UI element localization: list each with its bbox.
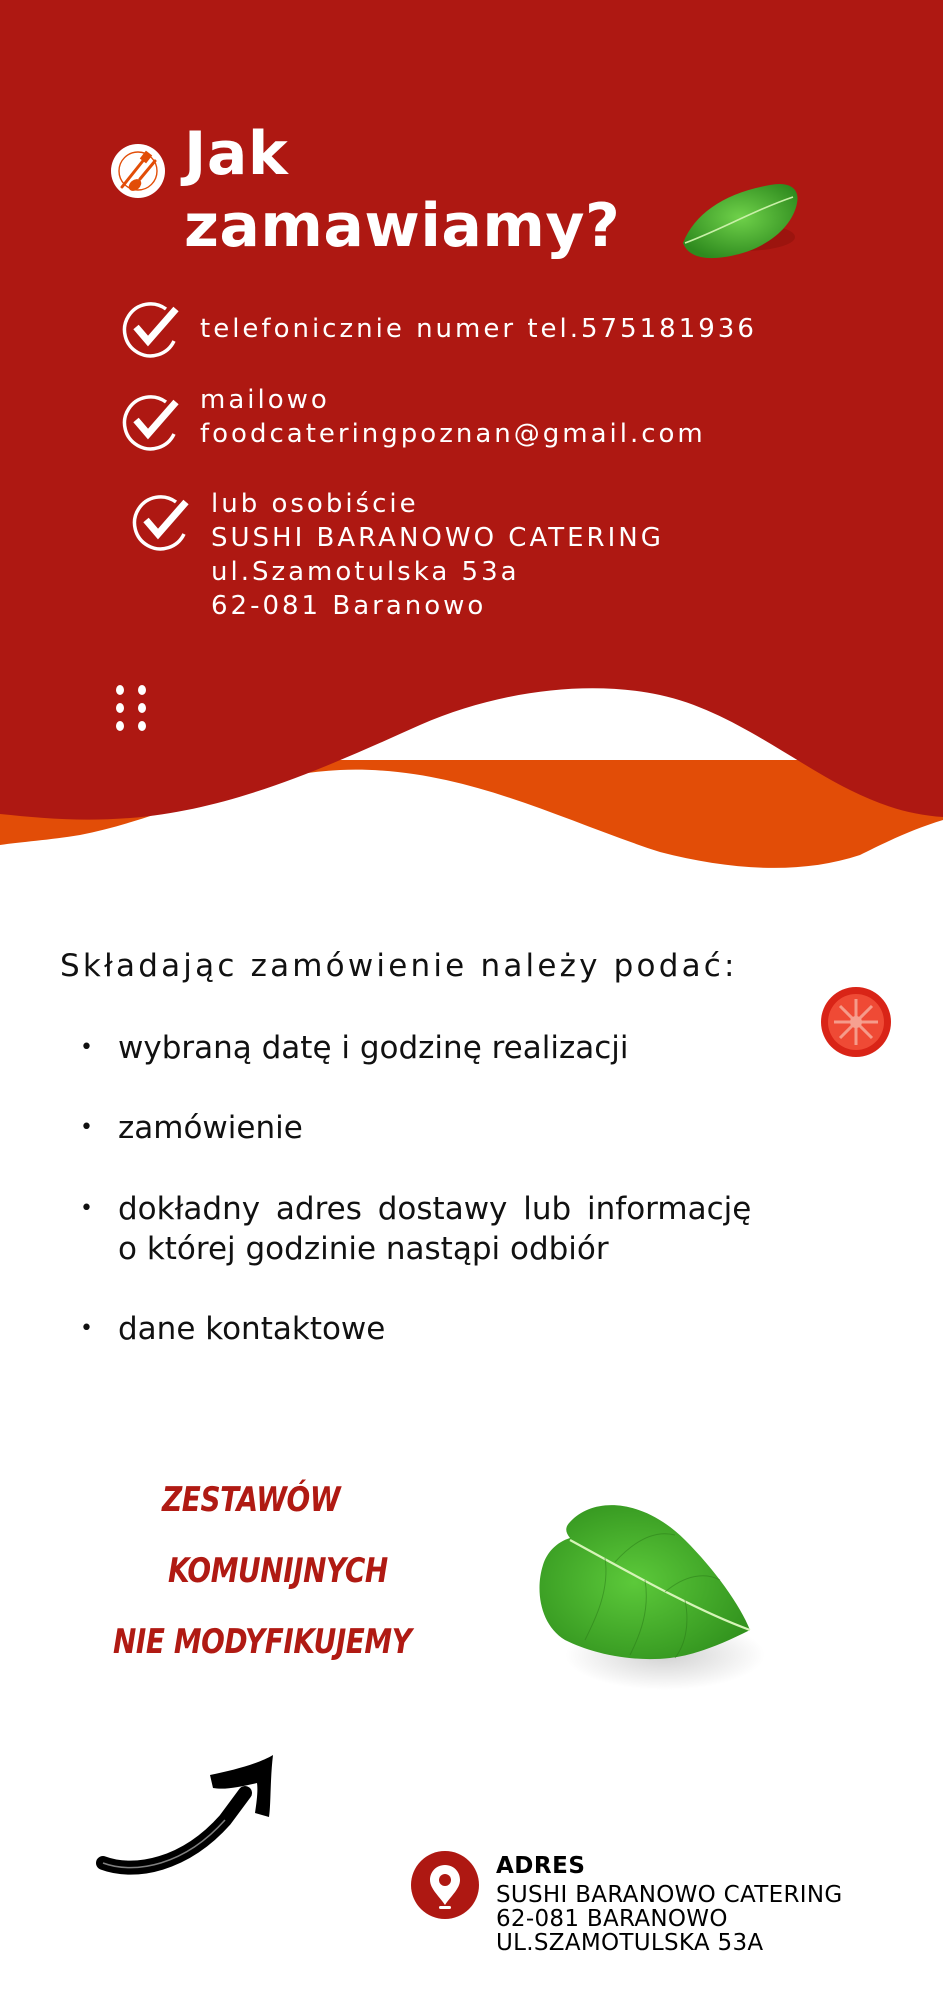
address-line: UL.SZAMOTULSKA 53A xyxy=(496,1930,764,1956)
brush-arrow-icon xyxy=(95,1745,285,1885)
notice-line-2: KOMUNIJNYCH xyxy=(168,1551,388,1591)
bullet-icon: • xyxy=(80,1115,93,1140)
list-item-text: o której godzinie nastąpi odbiór xyxy=(118,1231,609,1267)
contact-line: mailowo xyxy=(200,385,330,415)
contact-item-phone xyxy=(122,297,184,363)
address-block xyxy=(496,1853,842,1955)
mint-leaf-icon xyxy=(675,175,805,275)
page-title xyxy=(184,118,620,262)
check-circle-icon xyxy=(132,490,194,552)
contact-line: telefonicznie numer tel.575181936 xyxy=(200,314,757,344)
address-pin-badge xyxy=(411,1851,479,1919)
title-line-1: Jak xyxy=(184,119,289,189)
check-circle-icon xyxy=(122,297,184,359)
list-item-text: zamówienie xyxy=(118,1110,303,1146)
contact-phone-text xyxy=(200,312,757,346)
contact-line: lub osobiście xyxy=(211,489,419,519)
contact-line: SUSHI BARANOWO CATERING xyxy=(211,523,664,553)
contact-email-link[interactable]: foodcateringpoznan@gmail.com xyxy=(200,419,706,449)
notice-line-3: NIE MODYFIKUJEMY xyxy=(113,1622,412,1662)
bullet-icon: • xyxy=(80,1316,93,1341)
order-info-heading: Składając zamówienie należy podać: xyxy=(60,948,738,984)
bullet-icon: • xyxy=(80,1196,93,1221)
mint-leaf-icon xyxy=(525,1480,765,1700)
dots-grid-icon xyxy=(112,682,152,732)
address-label: ADRES xyxy=(496,1853,586,1879)
list-item-text: dane kontaktowe xyxy=(118,1311,386,1347)
contact-line: 62-081 Baranowo xyxy=(211,591,487,621)
contact-item-personal xyxy=(132,490,194,556)
list-item xyxy=(80,1028,629,1068)
list-item xyxy=(80,1309,385,1349)
address-line: 62-081 BARANOWO xyxy=(496,1906,728,1932)
contact-line: ul.Szamotulska 53a xyxy=(211,557,520,587)
bullet-icon: • xyxy=(80,1035,93,1060)
check-circle-icon xyxy=(122,390,184,452)
location-pin-icon xyxy=(411,1851,479,1919)
list-item xyxy=(80,1108,303,1148)
tomato-slice-icon xyxy=(818,985,894,1059)
title-line-2: zamawiamy? xyxy=(184,191,621,261)
notice-line-1: ZESTAWÓW xyxy=(162,1480,341,1520)
contact-item-email xyxy=(122,390,184,456)
fork-spoon-plate-icon xyxy=(110,143,166,199)
list-item xyxy=(80,1189,751,1269)
list-item-text: wybraną datę i godzinę realizacji xyxy=(118,1030,629,1066)
address-line: SUSHI BARANOWO CATERING xyxy=(496,1882,843,1908)
logo xyxy=(110,143,166,199)
contact-email-text xyxy=(200,383,706,451)
list-item-text: dokładny adres dostawy lub informację xyxy=(118,1191,752,1227)
contact-personal-text xyxy=(211,487,664,623)
